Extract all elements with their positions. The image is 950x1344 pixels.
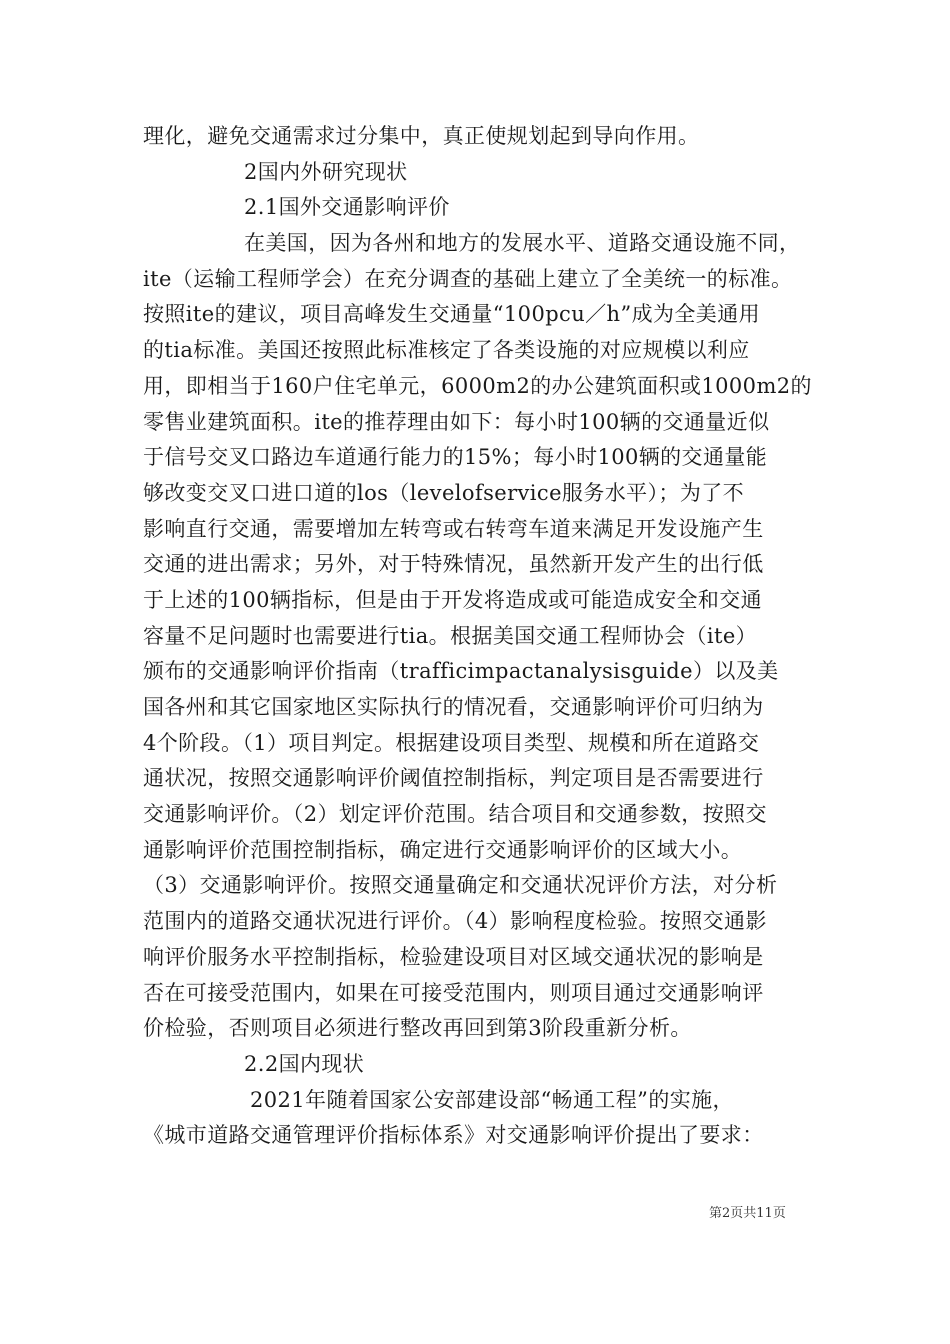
text-line: 够改变交叉口进口道的los（levelofservice服务水平）；为了不: [143, 480, 745, 505]
text-line: 价检验，否则项目必须进行整改再回到第3阶段重新分析。: [143, 1016, 692, 1041]
text-line: 零售业建筑面积。ite的推荐理由如下：每小时100辆的交通量近似: [143, 409, 770, 434]
text-line: 国各州和其它国家地区实际执行的情况看，交通影响评价可归纳为: [143, 695, 764, 719]
page-number: 第2页共11页: [709, 1206, 786, 1221]
text-line: 容量不足问题时也需要进行tia。根据美国交通工程师协会（ite）: [143, 623, 758, 648]
text-line: （3）交通影响评价。按照交通量确定和交通状况评价方法，对分析: [143, 873, 778, 898]
document-body: [143, 119, 812, 1154]
text-line: 交通影响评价。（2）划定评价范围。结合项目和交通参数，按照交: [143, 802, 767, 827]
section-heading: 2国内外研究现状: [244, 159, 408, 184]
text-line: 按照ite的建议，项目高峰发生交通量“100pcu／h”成为全美通用: [143, 302, 760, 327]
text-line: 2021年随着国家公安部建设部“畅通工程”的实施，: [250, 1087, 734, 1112]
text-line: 在美国，因为各州和地方的发展水平、道路交通设施不同，: [244, 231, 801, 256]
text-line: 影响直行交通，需要增加左转弯或右转弯车道来满足开发设施产生: [143, 516, 764, 541]
text-line: 通状况，按照交通影响评价阈值控制指标，判定项目是否需要进行: [143, 766, 764, 791]
text-line: 的tia标准。美国还按照此标准核定了各类设施的对应规模以利应: [143, 338, 750, 363]
text-line: 颁布的交通影响评价指南（trafficimpactanalysisguide）以及美: [143, 659, 779, 684]
subsection-heading: 2.1国外交通影响评价: [244, 195, 450, 220]
text-line: 4个阶段。（1）项目判定。根据建设项目类型、规模和所在道路交: [143, 730, 760, 755]
text-line: 范围内的道路交通状况进行评价。（4）影响程度检验。按照交通影: [143, 909, 767, 934]
text-line: ite（运输工程师学会）在充分调查的基础上建立了全美统一的标准。: [143, 266, 793, 291]
text-line: 响评价服务水平控制指标，检验建设项目对区域交通状况的影响是: [143, 944, 764, 969]
text-line: 理化，避免交通需求过分集中，真正使规划起到导向作用。: [143, 124, 700, 148]
text-line: 《城市道路交通管理评价指标体系》对交通影响评价提出了要求：: [143, 1123, 764, 1148]
text-line: 于信号交叉口路边车道通行能力的15%；每小时100辆的交通量能: [143, 445, 768, 470]
text-line: 用，即相当于160户住宅单元，6000m2的办公建筑面积或1000m2的: [143, 373, 812, 398]
subsection-heading: 2.2国内现状: [244, 1051, 365, 1076]
text-line: 通影响评价范围控制指标，确定进行交通影响评价的区域大小。: [143, 837, 743, 862]
text-line: 交通的进出需求；另外，对于特殊情况，虽然新开发产生的出行低: [143, 552, 764, 577]
text-line: 否在可接受范围内，如果在可接受范围内，则项目通过交通影响评: [143, 980, 764, 1005]
text-line: 于上述的100辆指标，但是由于开发将造成或可能造成安全和交通: [143, 587, 763, 612]
